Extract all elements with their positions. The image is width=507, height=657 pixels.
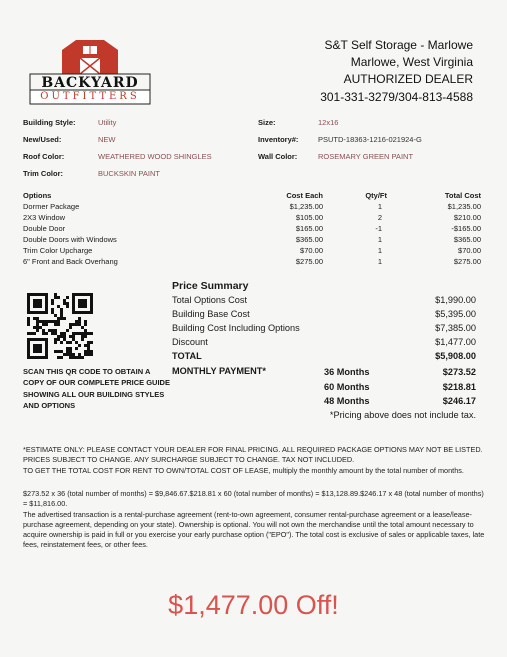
dealer-phones: 301-331-3279/304-813-4588 — [320, 90, 473, 104]
table-row — [23, 235, 481, 246]
total-label: TOTAL — [172, 351, 202, 361]
price-summary-title: Price Summary — [172, 280, 249, 292]
wall-color-label: Wall Color: — [258, 152, 298, 161]
trim-color-value: BUCKSKIN PAINT — [98, 169, 160, 178]
option-qty: 1 — [377, 246, 382, 255]
qr-code[interactable] — [27, 293, 93, 359]
option-cost: $105.00 — [295, 213, 323, 222]
table-row — [23, 224, 481, 235]
option-total: $1,235.00 — [447, 202, 481, 211]
disclaimer-calculations: $273.52 x 36 (total number of months) = $9,846.67.$218.81 x 60 (total number of months) = $13,128.89.$246.17 x 48 (total number of months) = $11,816.00. — [23, 489, 484, 508]
new-used-value: NEW — [98, 135, 116, 144]
option-qty: 1 — [377, 202, 382, 211]
option-qty: 1 — [377, 257, 382, 266]
trim-color-label: Trim Color: — [23, 169, 64, 178]
option-name: Double Doors with Windows — [23, 235, 117, 244]
dealer-status: AUTHORIZED DEALER — [343, 72, 473, 86]
company-logo — [28, 38, 152, 106]
option-name: Dormer Package — [23, 202, 80, 211]
table-row — [23, 246, 481, 257]
new-used-label: New/Used: — [23, 135, 62, 144]
monthly-payment-label: MONTHLY PAYMENT* — [172, 366, 266, 376]
logo-subname: OUTFITTERS — [40, 91, 140, 102]
inventory-label: Inventory#: — [258, 135, 299, 144]
options-header-cost: Cost Each — [286, 191, 323, 200]
option-name: 2X3 Window — [23, 213, 66, 222]
building-style-label: Building Style: — [23, 118, 76, 127]
options-header-total: Total Cost — [444, 191, 481, 200]
months-36-value: $273.52 — [442, 367, 476, 377]
table-row — [23, 213, 481, 224]
options-header — [23, 191, 481, 202]
discount-banner: $1,477.00 Off! — [168, 590, 339, 620]
option-cost: $275.00 — [295, 257, 323, 266]
dealer-location: Marlowe, West Virginia — [350, 55, 473, 69]
pricing-note: *Pricing above does not include tax. — [329, 410, 476, 420]
options-header-name: Options — [23, 191, 52, 200]
option-name: 6" Front and Back Overhang — [23, 257, 118, 266]
months-60-value: $218.81 — [442, 382, 476, 392]
incl-options-value: $7,385.00 — [435, 323, 476, 333]
total-options-label: Total Options Cost — [172, 295, 248, 305]
incl-options-label: Building Cost Including Options — [172, 323, 300, 333]
building-style-value: Utility — [98, 118, 117, 127]
option-name: Trim Color Upcharge — [23, 246, 93, 255]
qr-caption: SCAN THIS QR CODE TO OBTAIN A COPY OF OUR COMPLETE PRICE GUIDE SHOWING ALL OUR BUILDING STYLES AND OPTIONS — [23, 367, 170, 411]
size-label: Size: — [258, 118, 276, 127]
disclaimer-estimate: *ESTIMATE ONLY: PLEASE CONTACT YOUR DEALER FOR FINAL PRICING. ALL REQUIRED PACKAGE OPTIONS MAY NOT BE LISTED. PRICES SUBJECT TO CHANGE. ANY SURCHARGE SUBJECT TO CHANGE. TAX NOT INCLUDED. — [23, 445, 483, 464]
months-48-label: 48 Months — [324, 396, 370, 406]
disclaimer-rental-purchase: The advertised transaction is a rental-purchase agreement (rent-to-own agreement, consumer rental-purchase agreement or a lease/lease-purchase agreement, depending on your state). Ownership is optional. You will not own the merchandise until the total amount necessary to acquire ownership is paid in full or you exercise your early purchase option ("EPO"). The total cost is exclusive of sales or applicable taxes, late fees, reinstatement fees, or other fees. — [23, 510, 485, 549]
inventory-value: PSUTD-18363-1216-021924-G — [318, 135, 422, 144]
table-row — [23, 202, 481, 213]
option-cost: $365.00 — [295, 235, 323, 244]
base-cost-value: $5,395.00 — [435, 309, 476, 319]
option-qty: 1 — [377, 235, 382, 244]
roof-color-label: Roof Color: — [23, 152, 65, 161]
dealer-name: S&T Self Storage - Marlowe — [324, 38, 473, 52]
table-row — [23, 257, 481, 268]
logo-name: BACKYARD — [41, 75, 139, 91]
options-header-qty: Qty/Ft — [365, 191, 387, 200]
discount-label: Discount — [172, 337, 208, 347]
option-total: $275.00 — [453, 257, 481, 266]
option-name: Double Door — [23, 224, 66, 233]
option-cost: $165.00 — [295, 224, 323, 233]
base-cost-label: Building Base Cost — [172, 309, 250, 319]
option-cost: $70.00 — [300, 246, 323, 255]
months-36-label: 36 Months — [324, 367, 370, 377]
total-value: $5,908.00 — [435, 351, 476, 361]
disclaimer-total-cost: TO GET THE TOTAL COST FOR RENT TO OWN/TOTAL COST OF LEASE, multiply the monthly amount by the total number of months. — [23, 466, 464, 475]
size-value: 12x16 — [318, 118, 339, 127]
option-total: $70.00 — [458, 246, 481, 255]
option-total: -$165.00 — [451, 224, 481, 233]
months-48-value: $246.17 — [442, 396, 476, 406]
wall-color-value: ROSEMARY GREEN PAINT — [318, 152, 414, 161]
total-options-value: $1,990.00 — [435, 295, 476, 305]
option-total: $210.00 — [453, 213, 481, 222]
option-total: $365.00 — [453, 235, 481, 244]
option-cost: $1,235.00 — [289, 202, 323, 211]
option-qty: -1 — [375, 224, 382, 233]
roof-color-value: WEATHERED WOOD SHINGLES — [98, 152, 212, 161]
months-60-label: 60 Months — [324, 382, 370, 392]
option-qty: 2 — [377, 213, 382, 222]
discount-value: $1,477.00 — [435, 337, 476, 347]
